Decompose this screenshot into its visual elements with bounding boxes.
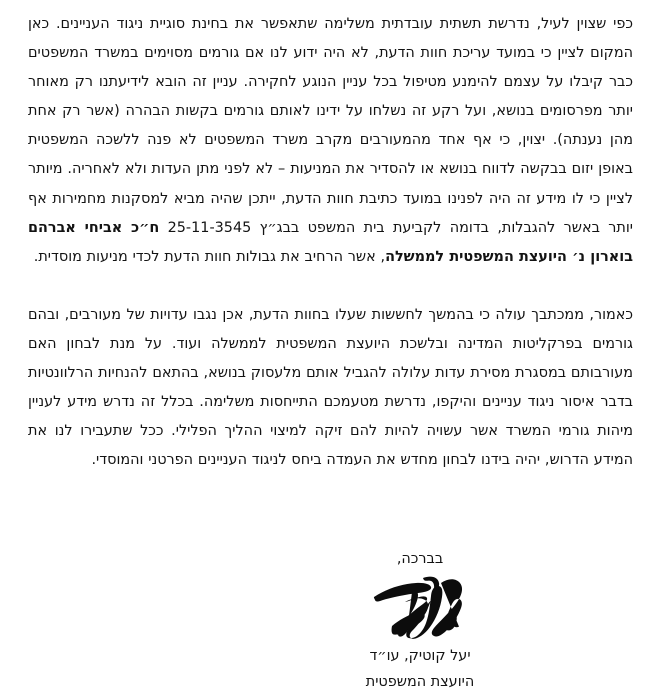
signature-block (365, 549, 633, 695)
handwritten-signature-icon (285, 571, 555, 643)
signature-name: יעל קוטיק, עו״ד (369, 648, 471, 665)
paragraph-1-run-normal-lead: כפי שצוין לעיל, נדרשת תשתית עובדתית משלימה שתאפשר את בחינת סוגיית ניגוד העניינים. כאן המקום לציין כי במועד עריכת חוות הדעת, לא היה ידוע לנו אם גורמים מסוימים במשרד המשפטים כבר קיבלו על עצמם להימנע מטיפול בכל עניין הנוגע לחקירה. עניין זה הובא לידיעתנו רק מאוחר יותר מפרסומים בנושא, ועל רקע זה נשלחו על ידינו לאותם גורמים בקשות הבהרה (אשר רק אחת מהן נענתה). יצוין, כי אף אחד מהמעורבים מקרב משרד המשפטים לא פנה ללשכה המשפטית באופן יזום בבקשה לדווח בנושא או להסדיר את המניעות – לא לפני מתן העדות ולא לאחריה. מיותר לציין כי לו מידע זה היה לפנינו במועד כתיבת חוות הדעת, ייתכן שהיה מביא למסקנות מחמירות אף יותר באשר להגבלות, בדומה לקביעת בית המשפט בבג״ץ 25-11-3545 (28, 16, 633, 236)
paragraph-1-run-normal-tail: , אשר הרחיב את גבולות חוות הדעת לכדי מניעות מוסדית. (33, 248, 386, 265)
paragraph-2-run-normal: כאמור, ממכתבך עולה כי בהמשך לחששות שעלו בחוות הדעת, אכן נגבו עדויות של מעורבים, ובהם גורמים בפרקליטות המדינה ובלשכת היועצת המשפטית לממשלה ועוד. על מנת לבחון האם מעורבותם במסגרת מסירת עדות עלולה להגביל אותם מלעסוק בנושא, בהתאם להנחיות הרלוונטיות בדבר איסור ניגוד עניינים והיקפו, נדרשת מטעמכם התייחסות משלימה. בכלל זה נדרש מידע לעניין מיהות גורמי המשרד אשר עשויה להיות להם זיקה למיצוי ההליך הפלילי. ככל שתעבירו לנו את המידע הדרוש, יהיה בידנו לבחון מחדש את העמדה ביחס לניגוד העניינים הפרטני והמוסדי. (28, 306, 633, 469)
body-paragraph-1 (28, 10, 633, 272)
signature-greeting: בברכה, (396, 551, 444, 568)
signature-title: היועצת המשפטית (365, 674, 475, 691)
case-citation-bold: ח״כ אביחי אברהם בוארון נ׳ היועצת המשפטית לממשלה (28, 219, 633, 265)
body-paragraph-2 (28, 301, 633, 476)
